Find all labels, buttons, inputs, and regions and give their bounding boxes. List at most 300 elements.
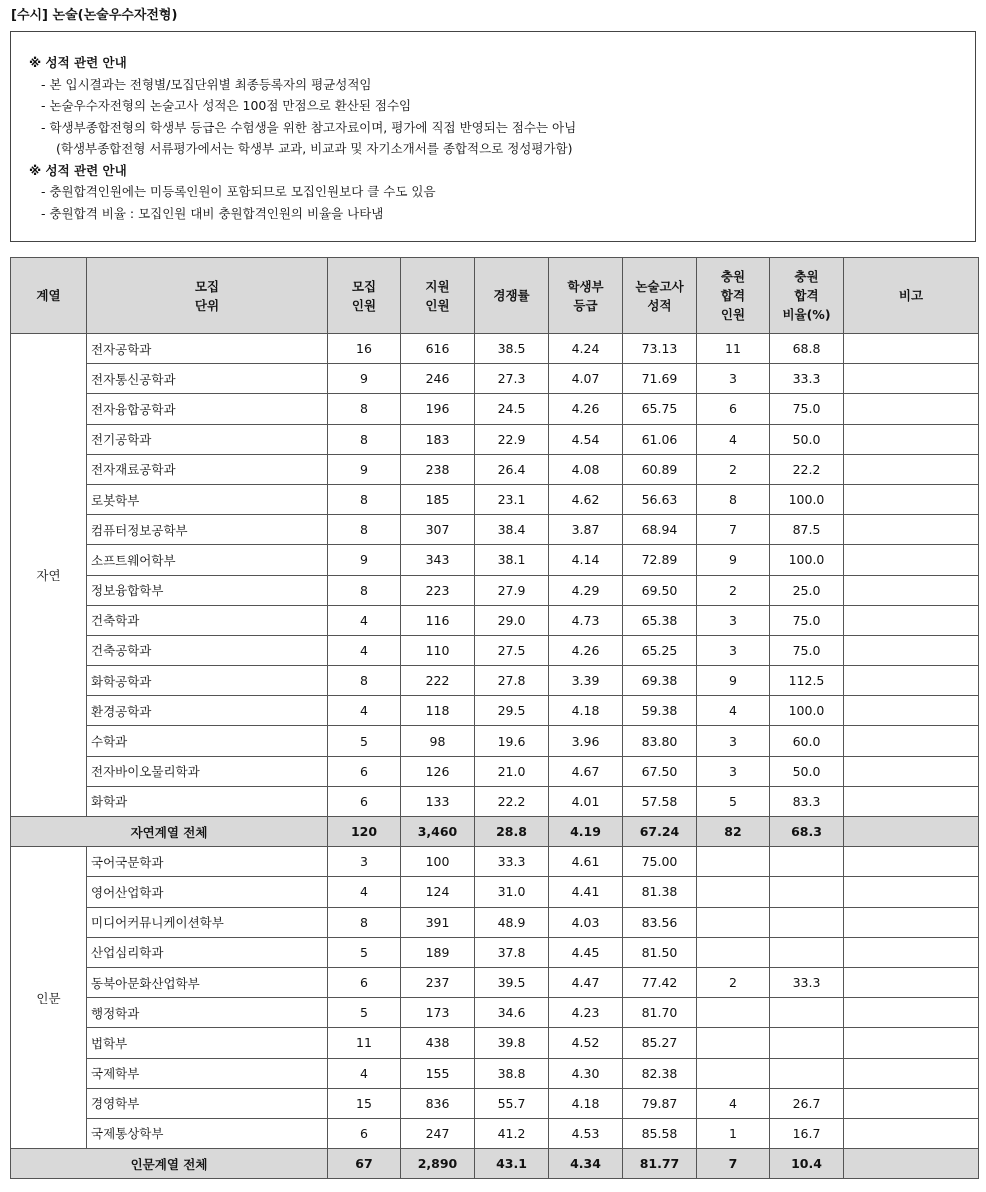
- header-field: 계열: [11, 258, 87, 334]
- table-row: [11, 605, 979, 635]
- extra-rate-cell: 75.0: [770, 635, 844, 665]
- header-ratio: 경쟁률: [475, 258, 549, 334]
- table-row: [11, 334, 979, 364]
- total-extra-rate-cell: 68.3: [770, 817, 844, 847]
- extra-rate-cell: 60.0: [770, 726, 844, 756]
- extra-cell: [697, 998, 770, 1028]
- total-label: 자연계열 전체: [11, 817, 328, 847]
- grade-cell: 4.07: [549, 364, 623, 394]
- quota-cell: 4: [328, 635, 401, 665]
- grade-cell: 4.29: [549, 575, 623, 605]
- grade-cell: 3.87: [549, 515, 623, 545]
- applicants-cell: 836: [401, 1088, 475, 1118]
- unit-cell: 전자융합공학과: [87, 394, 328, 424]
- extra-cell: [697, 937, 770, 967]
- note-cell: [844, 877, 979, 907]
- essay-cell: 69.50: [623, 575, 697, 605]
- ratio-cell: 33.3: [475, 847, 549, 877]
- essay-cell: 65.75: [623, 394, 697, 424]
- unit-cell: 산업심리학과: [87, 937, 328, 967]
- ratio-cell: 27.8: [475, 666, 549, 696]
- quota-cell: 16: [328, 334, 401, 364]
- applicants-cell: 155: [401, 1058, 475, 1088]
- essay-cell: 85.27: [623, 1028, 697, 1058]
- ratio-cell: 31.0: [475, 877, 549, 907]
- applicants-cell: 222: [401, 666, 475, 696]
- header-extra-rate: 충원 합격 비율(%): [770, 258, 844, 334]
- applicants-cell: 133: [401, 786, 475, 816]
- quota-cell: 5: [328, 998, 401, 1028]
- essay-cell: 85.58: [623, 1118, 697, 1148]
- table-row: [11, 937, 979, 967]
- ratio-cell: 38.1: [475, 545, 549, 575]
- applicants-cell: 238: [401, 454, 475, 484]
- table-row: [11, 1118, 979, 1148]
- extra-cell: 4: [697, 1088, 770, 1118]
- table-row: [11, 454, 979, 484]
- notice-heading: ※ 성적 관련 안내: [29, 55, 127, 70]
- quota-cell: 8: [328, 394, 401, 424]
- quota-cell: 8: [328, 484, 401, 514]
- extra-rate-cell: [770, 937, 844, 967]
- extra-rate-cell: 25.0: [770, 575, 844, 605]
- ratio-cell: 19.6: [475, 726, 549, 756]
- note-cell: [844, 605, 979, 635]
- grade-cell: 4.52: [549, 1028, 623, 1058]
- quota-cell: 6: [328, 967, 401, 997]
- note-cell: [844, 545, 979, 575]
- table-row: [11, 394, 979, 424]
- applicants-cell: 183: [401, 424, 475, 454]
- total-grade-cell: 4.34: [549, 1149, 623, 1179]
- quota-cell: 8: [328, 424, 401, 454]
- total-applicants-cell: 3,460: [401, 817, 475, 847]
- unit-cell: 영어산업학과: [87, 877, 328, 907]
- note-cell: [844, 484, 979, 514]
- grade-cell: 4.03: [549, 907, 623, 937]
- applicants-cell: 223: [401, 575, 475, 605]
- applicants-cell: 196: [401, 394, 475, 424]
- ratio-cell: 29.0: [475, 605, 549, 635]
- note-cell: [844, 1028, 979, 1058]
- applicants-cell: 343: [401, 545, 475, 575]
- extra-rate-cell: [770, 998, 844, 1028]
- ratio-cell: 27.9: [475, 575, 549, 605]
- unit-cell: 로봇학부: [87, 484, 328, 514]
- quota-cell: 3: [328, 847, 401, 877]
- note-cell: [844, 394, 979, 424]
- quota-cell: 9: [328, 364, 401, 394]
- quota-cell: 11: [328, 1028, 401, 1058]
- note-cell: [844, 967, 979, 997]
- extra-cell: 9: [697, 545, 770, 575]
- extra-cell: 3: [697, 726, 770, 756]
- extra-rate-cell: 50.0: [770, 424, 844, 454]
- extra-cell: 6: [697, 394, 770, 424]
- note-cell: [844, 364, 979, 394]
- extra-cell: 9: [697, 666, 770, 696]
- note-cell: [844, 635, 979, 665]
- note-cell: [844, 786, 979, 816]
- total-extra-cell: 82: [697, 817, 770, 847]
- essay-cell: 73.13: [623, 334, 697, 364]
- applicants-cell: 118: [401, 696, 475, 726]
- quota-cell: 5: [328, 726, 401, 756]
- note-cell: [844, 334, 979, 364]
- essay-cell: 83.80: [623, 726, 697, 756]
- unit-cell: 미디어커뮤니케이션학부: [87, 907, 328, 937]
- unit-cell: 건축공학과: [87, 635, 328, 665]
- unit-cell: 국제학부: [87, 1058, 328, 1088]
- essay-cell: 67.50: [623, 756, 697, 786]
- essay-cell: 71.69: [623, 364, 697, 394]
- essay-cell: 56.63: [623, 484, 697, 514]
- ratio-cell: 39.5: [475, 967, 549, 997]
- total-grade-cell: 4.19: [549, 817, 623, 847]
- note-cell: [844, 575, 979, 605]
- grade-cell: 4.30: [549, 1058, 623, 1088]
- quota-cell: 15: [328, 1088, 401, 1118]
- total-quota-cell: 120: [328, 817, 401, 847]
- total-applicants-cell: 2,890: [401, 1149, 475, 1179]
- header-quota: 모집 인원: [328, 258, 401, 334]
- quota-cell: 6: [328, 756, 401, 786]
- notice-item: - 학생부종합전형의 학생부 등급은 수험생을 위한 참고자료이며, 평가에 직접 반영되는 점수는 아님: [41, 119, 577, 135]
- ratio-cell: 39.8: [475, 1028, 549, 1058]
- header-extra: 충원 합격 인원: [697, 258, 770, 334]
- grade-cell: 4.14: [549, 545, 623, 575]
- unit-cell: 전기공학과: [87, 424, 328, 454]
- ratio-cell: 55.7: [475, 1088, 549, 1118]
- quota-cell: 8: [328, 575, 401, 605]
- unit-cell: 행정학과: [87, 998, 328, 1028]
- extra-rate-cell: 75.0: [770, 394, 844, 424]
- applicants-cell: 247: [401, 1118, 475, 1148]
- notice-box: [10, 31, 976, 242]
- ratio-cell: 34.6: [475, 998, 549, 1028]
- applicants-cell: 124: [401, 877, 475, 907]
- applicants-cell: 98: [401, 726, 475, 756]
- applicants-cell: 189: [401, 937, 475, 967]
- extra-cell: [697, 847, 770, 877]
- extra-rate-cell: 100.0: [770, 545, 844, 575]
- field-cell: 자연: [11, 334, 87, 817]
- table-row: [11, 726, 979, 756]
- ratio-cell: 37.8: [475, 937, 549, 967]
- ratio-cell: 38.4: [475, 515, 549, 545]
- extra-cell: 3: [697, 605, 770, 635]
- unit-cell: 건축학과: [87, 605, 328, 635]
- unit-cell: 동북아문화산업학부: [87, 967, 328, 997]
- essay-cell: 68.94: [623, 515, 697, 545]
- total-extra-cell: 7: [697, 1149, 770, 1179]
- essay-cell: 82.38: [623, 1058, 697, 1088]
- header-note: 비고: [844, 258, 979, 334]
- grade-cell: 4.08: [549, 454, 623, 484]
- table-row: [11, 998, 979, 1028]
- applicants-cell: 246: [401, 364, 475, 394]
- table-row: [11, 635, 979, 665]
- unit-cell: 정보융합학부: [87, 575, 328, 605]
- extra-cell: 5: [697, 786, 770, 816]
- note-cell: [844, 424, 979, 454]
- quota-cell: 5: [328, 937, 401, 967]
- header-essay: 논술고사 성적: [623, 258, 697, 334]
- extra-cell: 2: [697, 575, 770, 605]
- grade-cell: 4.24: [549, 334, 623, 364]
- extra-cell: 2: [697, 454, 770, 484]
- essay-cell: 69.38: [623, 666, 697, 696]
- grade-cell: 4.62: [549, 484, 623, 514]
- quota-cell: 4: [328, 696, 401, 726]
- ratio-cell: 29.5: [475, 696, 549, 726]
- essay-cell: 65.38: [623, 605, 697, 635]
- note-cell: [844, 726, 979, 756]
- ratio-cell: 21.0: [475, 756, 549, 786]
- essay-cell: 72.89: [623, 545, 697, 575]
- extra-rate-cell: 22.2: [770, 454, 844, 484]
- unit-cell: 전자바이오물리학과: [87, 756, 328, 786]
- total-quota-cell: 67: [328, 1149, 401, 1179]
- grade-cell: 4.26: [549, 635, 623, 665]
- extra-rate-cell: 33.3: [770, 967, 844, 997]
- total-essay-cell: 81.77: [623, 1149, 697, 1179]
- unit-cell: 국어국문학과: [87, 847, 328, 877]
- field-cell: 인문: [11, 847, 87, 1149]
- essay-cell: 57.58: [623, 786, 697, 816]
- notice-heading: ※ 성적 관련 안내: [29, 162, 127, 178]
- extra-rate-cell: 26.7: [770, 1088, 844, 1118]
- table-row: [11, 1088, 979, 1118]
- grade-cell: 4.61: [549, 847, 623, 877]
- unit-cell: 화학과: [87, 786, 328, 816]
- quota-cell: 4: [328, 877, 401, 907]
- unit-cell: 컴퓨터정보공학부: [87, 515, 328, 545]
- grade-cell: 4.01: [549, 786, 623, 816]
- table-row: [11, 907, 979, 937]
- ratio-cell: 26.4: [475, 454, 549, 484]
- essay-cell: 61.06: [623, 424, 697, 454]
- notice-item: - 논술우수자전형의 논술고사 성적은 100점 만점으로 환산된 점수임: [41, 98, 412, 113]
- ratio-cell: 24.5: [475, 394, 549, 424]
- total-ratio-cell: 43.1: [475, 1149, 549, 1179]
- grade-cell: 4.26: [549, 394, 623, 424]
- essay-cell: 59.38: [623, 696, 697, 726]
- essay-cell: 81.50: [623, 937, 697, 967]
- essay-cell: 77.42: [623, 967, 697, 997]
- essay-cell: 60.89: [623, 454, 697, 484]
- extra-cell: 3: [697, 364, 770, 394]
- note-cell: [844, 1088, 979, 1118]
- notice-item: - 본 입시결과는 전형별/모집단위별 최종등록자의 평균성적임: [41, 76, 372, 92]
- applicants-cell: 185: [401, 484, 475, 514]
- quota-cell: 4: [328, 605, 401, 635]
- unit-cell: 수학과: [87, 726, 328, 756]
- table-row: [11, 786, 979, 816]
- ratio-cell: 38.5: [475, 334, 549, 364]
- note-cell: [844, 666, 979, 696]
- table-row: [11, 484, 979, 514]
- header-unit: 모집 단위: [87, 258, 328, 334]
- table-row: [11, 696, 979, 726]
- unit-cell: 환경공학과: [87, 696, 328, 726]
- extra-cell: 8: [697, 484, 770, 514]
- extra-rate-cell: 87.5: [770, 515, 844, 545]
- extra-rate-cell: [770, 907, 844, 937]
- header-grade: 학생부 등급: [549, 258, 623, 334]
- header-applicants: 지원 인원: [401, 258, 475, 334]
- applicants-cell: 110: [401, 635, 475, 665]
- quota-cell: 8: [328, 907, 401, 937]
- quota-cell: 6: [328, 1118, 401, 1148]
- grade-cell: 4.18: [549, 696, 623, 726]
- extra-cell: 4: [697, 696, 770, 726]
- quota-cell: 8: [328, 666, 401, 696]
- ratio-cell: 27.5: [475, 635, 549, 665]
- grade-cell: 4.73: [549, 605, 623, 635]
- grade-cell: 4.67: [549, 756, 623, 786]
- unit-cell: 소프트웨어학부: [87, 545, 328, 575]
- extra-cell: [697, 1028, 770, 1058]
- note-cell: [844, 1058, 979, 1088]
- grade-cell: 4.23: [549, 998, 623, 1028]
- note-cell: [844, 937, 979, 967]
- total-row: [11, 817, 979, 847]
- note-cell: [844, 907, 979, 937]
- grade-cell: 4.54: [549, 424, 623, 454]
- table-row: [11, 967, 979, 997]
- extra-rate-cell: [770, 1028, 844, 1058]
- note-cell: [844, 756, 979, 786]
- extra-rate-cell: 16.7: [770, 1118, 844, 1148]
- table-row: [11, 364, 979, 394]
- extra-cell: 7: [697, 515, 770, 545]
- table-row: [11, 1058, 979, 1088]
- total-row: [11, 1149, 979, 1179]
- extra-cell: 3: [697, 756, 770, 786]
- extra-rate-cell: [770, 877, 844, 907]
- grade-cell: 4.45: [549, 937, 623, 967]
- unit-cell: 법학부: [87, 1028, 328, 1058]
- extra-cell: 3: [697, 635, 770, 665]
- table-row: [11, 877, 979, 907]
- extra-rate-cell: [770, 847, 844, 877]
- unit-cell: 국제통상학부: [87, 1118, 328, 1148]
- applicants-cell: 116: [401, 605, 475, 635]
- notice-item: - 충원합격 비율 : 모집인원 대비 충원합격인원의 비율을 나타냄: [41, 205, 384, 221]
- total-label: 인문계열 전체: [11, 1149, 328, 1179]
- grade-cell: 4.53: [549, 1118, 623, 1148]
- grade-cell: 3.39: [549, 666, 623, 696]
- unit-cell: 화학공학과: [87, 666, 328, 696]
- total-note-cell: [844, 817, 979, 847]
- admission-results-table: [10, 257, 979, 1179]
- quota-cell: 6: [328, 786, 401, 816]
- essay-cell: 83.56: [623, 907, 697, 937]
- ratio-cell: 38.8: [475, 1058, 549, 1088]
- quota-cell: 4: [328, 1058, 401, 1088]
- quota-cell: 9: [328, 545, 401, 575]
- extra-cell: 2: [697, 967, 770, 997]
- essay-cell: 75.00: [623, 847, 697, 877]
- applicants-cell: 126: [401, 756, 475, 786]
- extra-rate-cell: [770, 1058, 844, 1088]
- unit-cell: 전자공학과: [87, 334, 328, 364]
- extra-cell: [697, 907, 770, 937]
- table-row: [11, 756, 979, 786]
- note-cell: [844, 847, 979, 877]
- essay-cell: 79.87: [623, 1088, 697, 1118]
- extra-rate-cell: 50.0: [770, 756, 844, 786]
- quota-cell: 8: [328, 515, 401, 545]
- unit-cell: 전자통신공학과: [87, 364, 328, 394]
- extra-cell: 11: [697, 334, 770, 364]
- extra-cell: [697, 877, 770, 907]
- table-row: [11, 666, 979, 696]
- extra-cell: 4: [697, 424, 770, 454]
- extra-rate-cell: 100.0: [770, 484, 844, 514]
- ratio-cell: 22.9: [475, 424, 549, 454]
- applicants-cell: 307: [401, 515, 475, 545]
- table-header-row: [11, 258, 979, 334]
- table-row: [11, 847, 979, 877]
- ratio-cell: 48.9: [475, 907, 549, 937]
- unit-cell: 전자재료공학과: [87, 454, 328, 484]
- extra-rate-cell: 75.0: [770, 605, 844, 635]
- applicants-cell: 173: [401, 998, 475, 1028]
- extra-rate-cell: 83.3: [770, 786, 844, 816]
- essay-cell: 81.38: [623, 877, 697, 907]
- grade-cell: 4.41: [549, 877, 623, 907]
- total-note-cell: [844, 1149, 979, 1179]
- applicants-cell: 438: [401, 1028, 475, 1058]
- applicants-cell: 391: [401, 907, 475, 937]
- applicants-cell: 616: [401, 334, 475, 364]
- extra-cell: 1: [697, 1118, 770, 1148]
- applicants-cell: 100: [401, 847, 475, 877]
- table-row: [11, 575, 979, 605]
- table-row: [11, 545, 979, 575]
- note-cell: [844, 998, 979, 1028]
- essay-cell: 81.70: [623, 998, 697, 1028]
- table-row: [11, 1028, 979, 1058]
- note-cell: [844, 1118, 979, 1148]
- unit-cell: 경영학부: [87, 1088, 328, 1118]
- ratio-cell: 41.2: [475, 1118, 549, 1148]
- grade-cell: 3.96: [549, 726, 623, 756]
- note-cell: [844, 696, 979, 726]
- total-essay-cell: 67.24: [623, 817, 697, 847]
- ratio-cell: 22.2: [475, 786, 549, 816]
- extra-rate-cell: 68.8: [770, 334, 844, 364]
- total-extra-rate-cell: 10.4: [770, 1149, 844, 1179]
- notice-item: - 충원합격인원에는 미등록인원이 포함되므로 모집인원보다 클 수도 있음: [41, 184, 436, 199]
- note-cell: [844, 454, 979, 484]
- grade-cell: 4.47: [549, 967, 623, 997]
- applicants-cell: 237: [401, 967, 475, 997]
- extra-cell: [697, 1058, 770, 1088]
- ratio-cell: 23.1: [475, 484, 549, 514]
- quota-cell: 9: [328, 454, 401, 484]
- notice-subnote: (학생부종합전형 서류평가에서는 학생부 교과, 비교과 및 자기소개서를 종합적으로 정성평가함): [56, 141, 573, 156]
- extra-rate-cell: 112.5: [770, 666, 844, 696]
- ratio-cell: 27.3: [475, 364, 549, 394]
- grade-cell: 4.18: [549, 1088, 623, 1118]
- table-row: [11, 515, 979, 545]
- extra-rate-cell: 100.0: [770, 696, 844, 726]
- total-ratio-cell: 28.8: [475, 817, 549, 847]
- essay-cell: 65.25: [623, 635, 697, 665]
